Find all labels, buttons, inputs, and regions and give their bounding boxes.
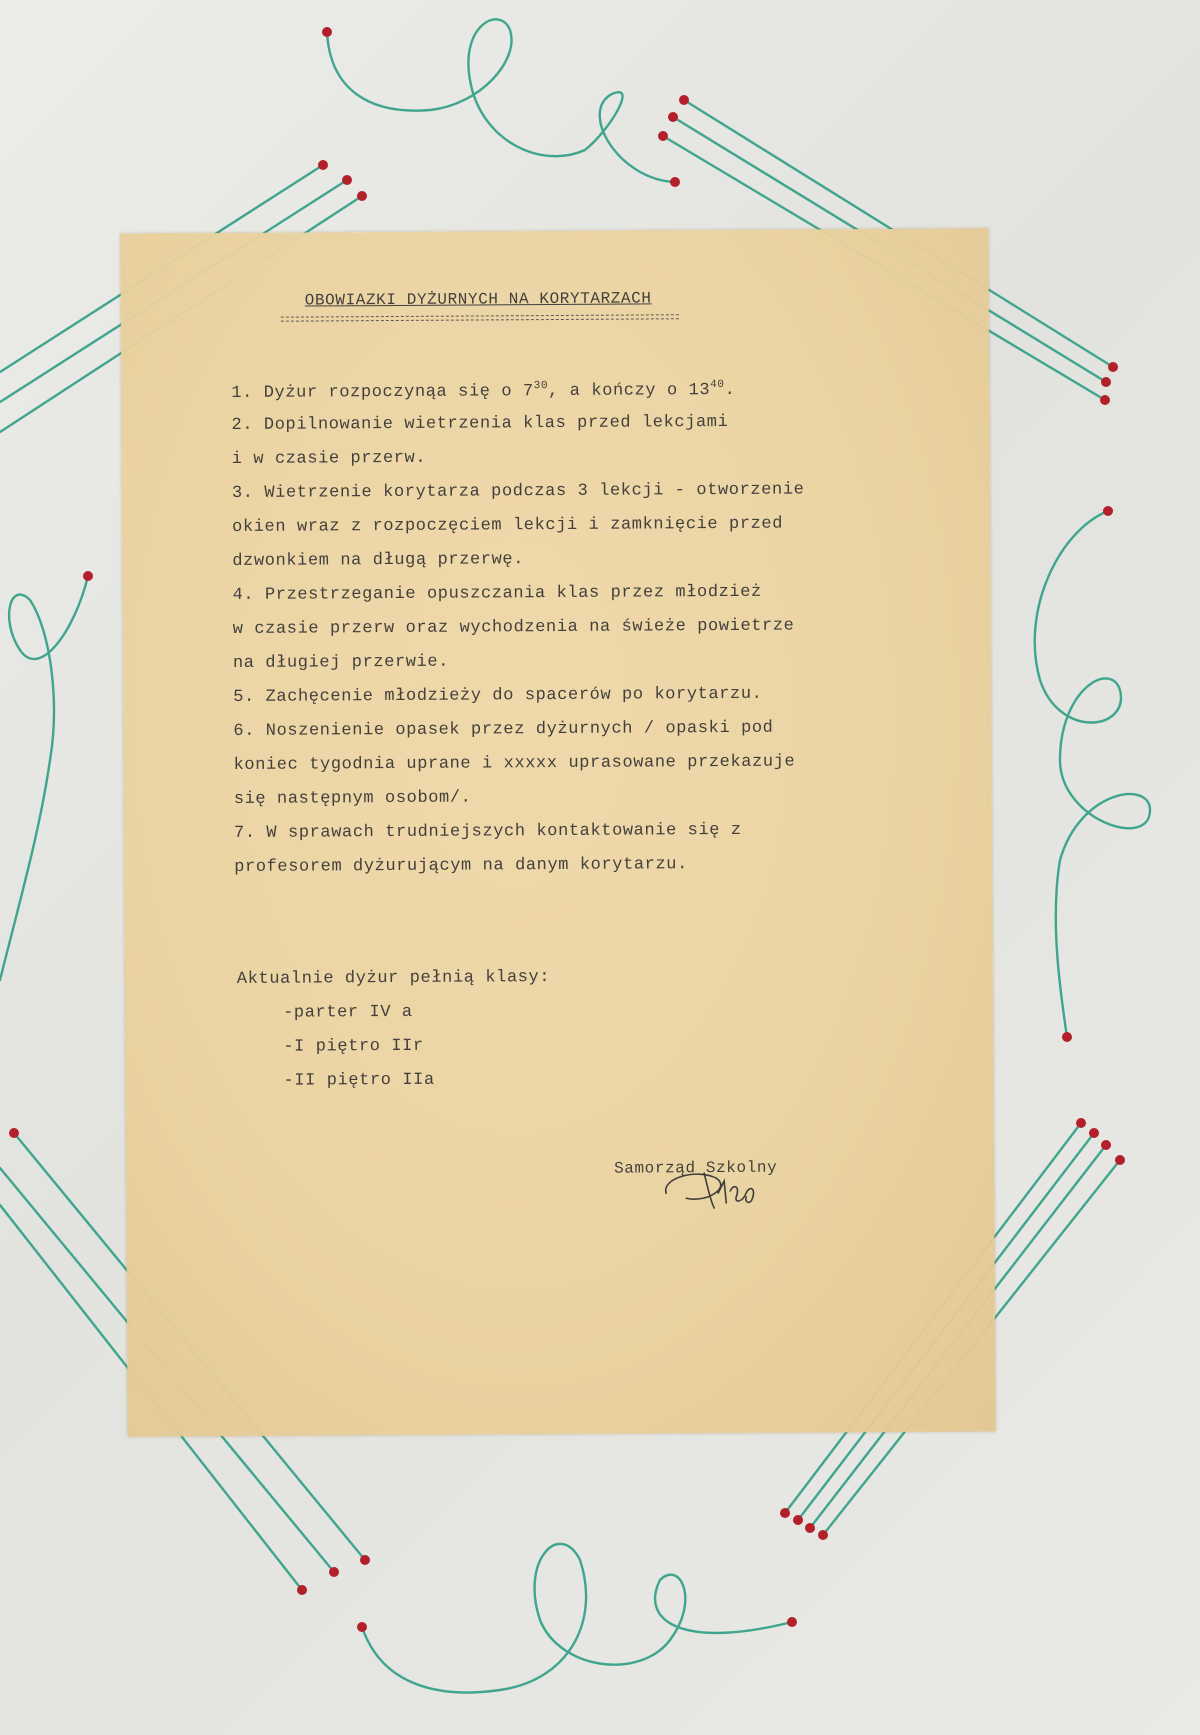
rule-4-line-2: w czasie przerw oraz wychodzenia na świeże powietrze xyxy=(232,616,795,639)
rule-1-start-minutes: 30 xyxy=(533,380,549,393)
rule-1 xyxy=(231,380,735,402)
typed-notice-sheet xyxy=(120,228,995,1436)
rule-6-line-2: koniec tygodnia uprane i xxxxx uprasowane przekazuje xyxy=(233,752,796,775)
handwritten-signature xyxy=(656,1163,766,1214)
rule-3-line-2: okien wraz z rozpoczęciem lekcji i zamknięcie przed xyxy=(232,514,784,537)
rule-6-line-1: 6. Noszenienie opasek przez dyżurnych / opaski pod xyxy=(233,718,774,741)
duty-second-floor: -II piętro IIa xyxy=(283,1070,435,1091)
rule-4-line-3: na długiej przerwie. xyxy=(232,652,450,673)
rule-2-line-2: i w czasie przerw. xyxy=(231,448,427,469)
document-title: OBOWIAZKI DYŻURNYCH NA KORYTARZACH xyxy=(304,289,652,310)
rule-3-line-3: dzwonkiem na długą przerwę. xyxy=(232,550,525,571)
rule-3-line-1: 3. Wietrzenie korytarza podczas 3 lekcji - otworzenie xyxy=(231,480,805,503)
rule-1-end: . xyxy=(724,380,736,400)
rule-4-line-1: 4. Przestrzeganie opuszczania klas przez młodzież xyxy=(232,582,762,605)
rule-1-middle: , a kończy o 13 xyxy=(548,381,711,402)
signature-label: Samorząd Szkolny xyxy=(613,1158,778,1178)
rule-6-line-3: się następnym osobom/. xyxy=(233,788,472,809)
rule-1-start: 1. Dyżur rozpoczynąa się o 7 xyxy=(231,382,534,403)
rule-2-line-1: 2. Dopilnowanie wietrzenia klas przed lekcjami xyxy=(231,412,729,435)
rule-7-line-1: 7. W sprawach trudniejszych kontaktowanie się z xyxy=(233,820,742,843)
duty-first-floor: -I piętro IIr xyxy=(283,1036,424,1057)
rule-7-line-2: profesorem dyżurującym na danym korytarzu. xyxy=(234,855,688,877)
rule-1-end-minutes: 40 xyxy=(710,378,725,392)
title-double-underline xyxy=(281,314,679,321)
current-duty-heading: Aktualnie dyżur pełnią klasy: xyxy=(236,968,551,989)
duty-ground-floor: -parter IV a xyxy=(283,1002,413,1023)
rule-5-line-1: 5. Zachęcenie młodzieży do spacerów po korytarzu. xyxy=(233,684,763,707)
